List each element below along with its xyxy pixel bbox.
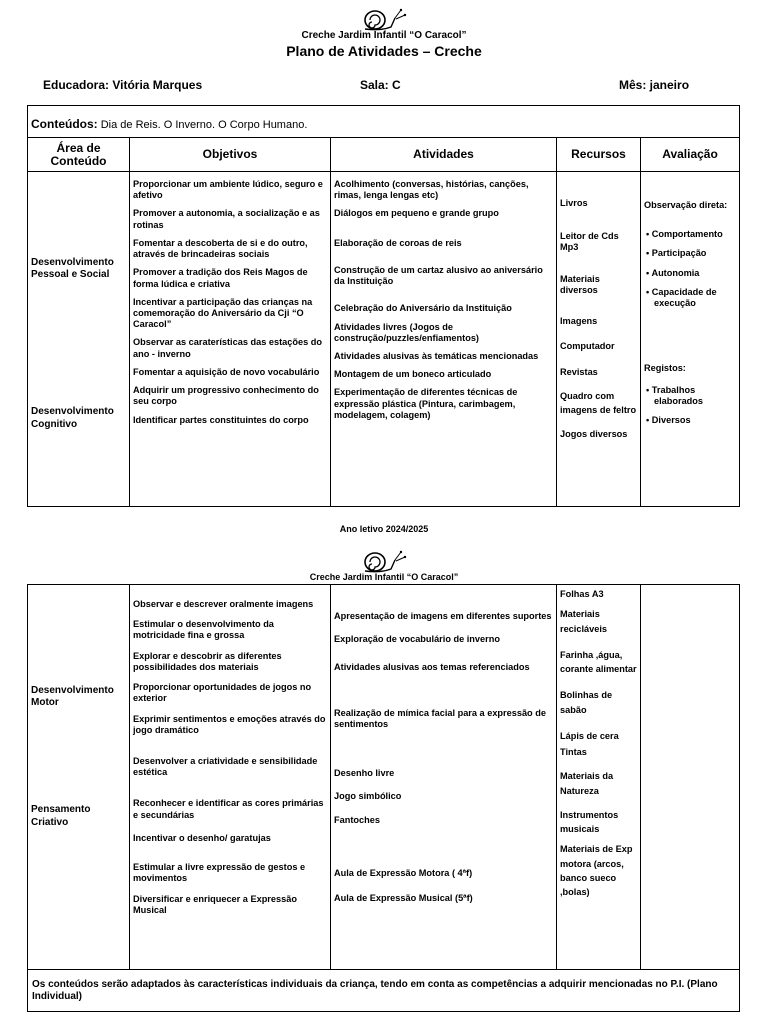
school-name: Creche Jardim Infantil “O Caracol” (301, 30, 467, 41)
list-item: Proporcionar um ambiente lúdico, seguro e afetivo (133, 179, 323, 201)
list-item: Farinha ,água, corante alimentar (560, 649, 637, 674)
room-label: Sala: C (360, 78, 401, 92)
list-item: Experimentação de diferentes técnicas de expressão plástica (Pintura, carimbagem, modelagem, colagem) (334, 387, 518, 420)
list-item: Atividades alusivas às temáticas mencionadas (334, 350, 539, 361)
record-item: • Trabalhos elaborados (646, 384, 704, 406)
list-item: Explorar e descobrir as diferentes possibilidades dos materiais (133, 650, 282, 672)
list-item: Apresentação de imagens em diferentes suportes (334, 611, 552, 621)
list-item: Diversificar e enriquecer a Expressão Musical (133, 893, 297, 915)
list-item: Tintas (560, 747, 587, 757)
list-item: Fantoches (334, 814, 380, 825)
list-item: Realização de mímica facial para a expressão de sentimentos (334, 707, 546, 729)
list-item: Materiais de Exp motora (arcos, banco sueco ,bolas) (560, 844, 633, 897)
activities-cell (331, 172, 557, 507)
list-item: Estimular o desenvolvimento da motricidade fina e grossa (133, 619, 274, 641)
list-item: Identificar partes constituintes do corpo (133, 414, 309, 425)
col-header-area: Área de Conteúdo (28, 138, 130, 172)
area-personal-social: Desenvolvimento Pessoal e Social (31, 257, 114, 281)
col-header-resources: Recursos (557, 138, 641, 172)
area-cognitive: Desenvolvimento Cognitivo (31, 406, 114, 430)
list-item: Atividades alusivas aos temas referenciados (334, 662, 530, 673)
activities-cell (331, 585, 557, 970)
list-item: Montagem de um boneco articulado (334, 369, 492, 380)
list-item: Exprimir sentimentos e emoções através do jogo dramático (133, 713, 326, 735)
list-item: Observar as caraterísticas das estações do ano - inverno (133, 337, 322, 359)
list-item: Imagens (560, 316, 598, 327)
list-item: Materiais da Natureza (560, 771, 614, 796)
table-row (28, 172, 740, 507)
evaluation-cell (641, 172, 740, 507)
list-item: Folhas A3 (560, 589, 604, 599)
plan-title: Plano de Atividades – Creche (286, 43, 482, 59)
list-item: Aula de Expressão Motora ( 4ªf) (334, 867, 473, 878)
list-item: Estimular a livre expressão de gestos e movimentos (133, 862, 306, 884)
list-item: Diálogos em pequeno e grande grupo (334, 208, 499, 219)
list-item: Quadro com imagens de feltro (560, 390, 637, 415)
list-item: Revistas (560, 366, 598, 377)
area-cell (28, 172, 130, 507)
list-item: Celebração do Aniversário da Instituição (334, 303, 512, 314)
resources-cell (557, 585, 641, 970)
objectives-cell (130, 585, 331, 970)
area-cell (28, 585, 130, 970)
list-item: Reconhecer e identificar as cores primárias e secundárias (133, 798, 324, 820)
list-item: Lápis de cera (560, 730, 619, 741)
area-creative: Pensamento Criativo (31, 804, 91, 828)
contents-text: Dia de Reis. O Inverno. O Corpo Humano. (100, 119, 308, 131)
list-item: Aula de Expressão Musical (5ªf) (334, 892, 473, 903)
footer-note-row (28, 970, 740, 1012)
list-item: Promover a autonomia, a socialização e as rotinas (133, 208, 320, 230)
evaluation-item: • Autonomia (646, 267, 700, 278)
table-row (28, 585, 740, 970)
list-item: Incentivar o desenho/ garatujas (133, 832, 271, 843)
list-item: Jogo simbólico (334, 791, 402, 802)
educator-label: Educadora: Vitória Marques (43, 78, 203, 92)
list-item: Livros (560, 198, 588, 208)
list-item: Instrumentos musicais (560, 809, 619, 834)
evaluation-item: • Participação (646, 248, 707, 259)
list-item: Acolhimento (conversas, histórias, canções, rimas, lenga lengas etc) (334, 179, 529, 201)
area-motor: Desenvolvimento Motor (31, 685, 114, 709)
objectives-cell (130, 172, 331, 507)
list-item: Incentivar a participação das crianças na comemoração do Aniversário da Cji “O Caracol” (133, 296, 313, 330)
list-item: Materiais diversos (560, 273, 600, 295)
col-header-activities: Atividades (331, 138, 557, 172)
list-item: Atividades livres (Jogos de construção/puzzles/enfiamentos) (334, 321, 479, 343)
list-item: Observar e descrever oralmente imagens (133, 599, 314, 609)
record-item: • Diversos (646, 414, 691, 425)
list-item: Proporcionar oportunidades de jogos no exterior (133, 682, 312, 704)
snail-logo-icon (361, 6, 409, 32)
list-item: Bolinhas de sabão (560, 690, 613, 715)
list-item: Fomentar a aquisição de novo vocabulário (133, 366, 320, 377)
activity-plan-table-page2 (27, 584, 740, 1012)
evaluation-item: • Comportamento (646, 229, 723, 240)
list-item: Materiais recicláveis (560, 609, 608, 634)
school-name-page2: Creche Jardim Infantil “O Caracol” (309, 572, 459, 582)
list-item: Jogos diversos (560, 429, 628, 440)
evaluation-cell (641, 585, 740, 970)
contents-label: Conteúdos (31, 117, 94, 131)
evaluation-records: Registos: (644, 363, 686, 374)
snail-logo-icon (361, 548, 409, 574)
list-item: Adquirir um progressivo conhecimento do seu corpo (133, 385, 319, 407)
month-label: Mês: janeiro (619, 78, 690, 92)
list-item: Desenho livre (334, 768, 395, 779)
list-item: Elaboração de coroas de reis (334, 237, 462, 248)
evaluation-item: • Capacidade de execução (646, 286, 717, 309)
list-item: Leitor de Cds Mp3 (560, 231, 619, 253)
contents-row: Conteúdos: Dia de Reis. O Inverno. O Corpo Humano. (28, 106, 740, 138)
col-header-evaluation: Avaliação (641, 138, 740, 172)
footer-note: Os conteúdos serão adaptados às características individuais da criança, tendo em conta as competências a adquirir mencionadas no P.I. (Plano Individual) (28, 970, 740, 1012)
list-item: Fomentar a descoberta de si e do outro, através de brincadeiras sociais (133, 237, 308, 260)
school-year: Ano letivo 2024/2025 (339, 524, 429, 534)
list-item: Computador (560, 341, 615, 352)
list-item: Exploração de vocabulário de inverno (334, 634, 500, 645)
evaluation-observation: Observação direta: (644, 200, 728, 210)
list-item: Construção de um cartaz alusivo ao aniversário da Instituição (334, 264, 543, 287)
activity-plan-table-page1 (27, 105, 740, 507)
list-item: Promover a tradição dos Reis Magos de forma lúdica e criativa (133, 267, 308, 289)
table-header-row (28, 138, 740, 172)
resources-cell (557, 172, 641, 507)
col-header-objectives: Objetivos (130, 138, 331, 172)
list-item: Desenvolver a criatividade e sensibilidade estética (133, 755, 318, 778)
